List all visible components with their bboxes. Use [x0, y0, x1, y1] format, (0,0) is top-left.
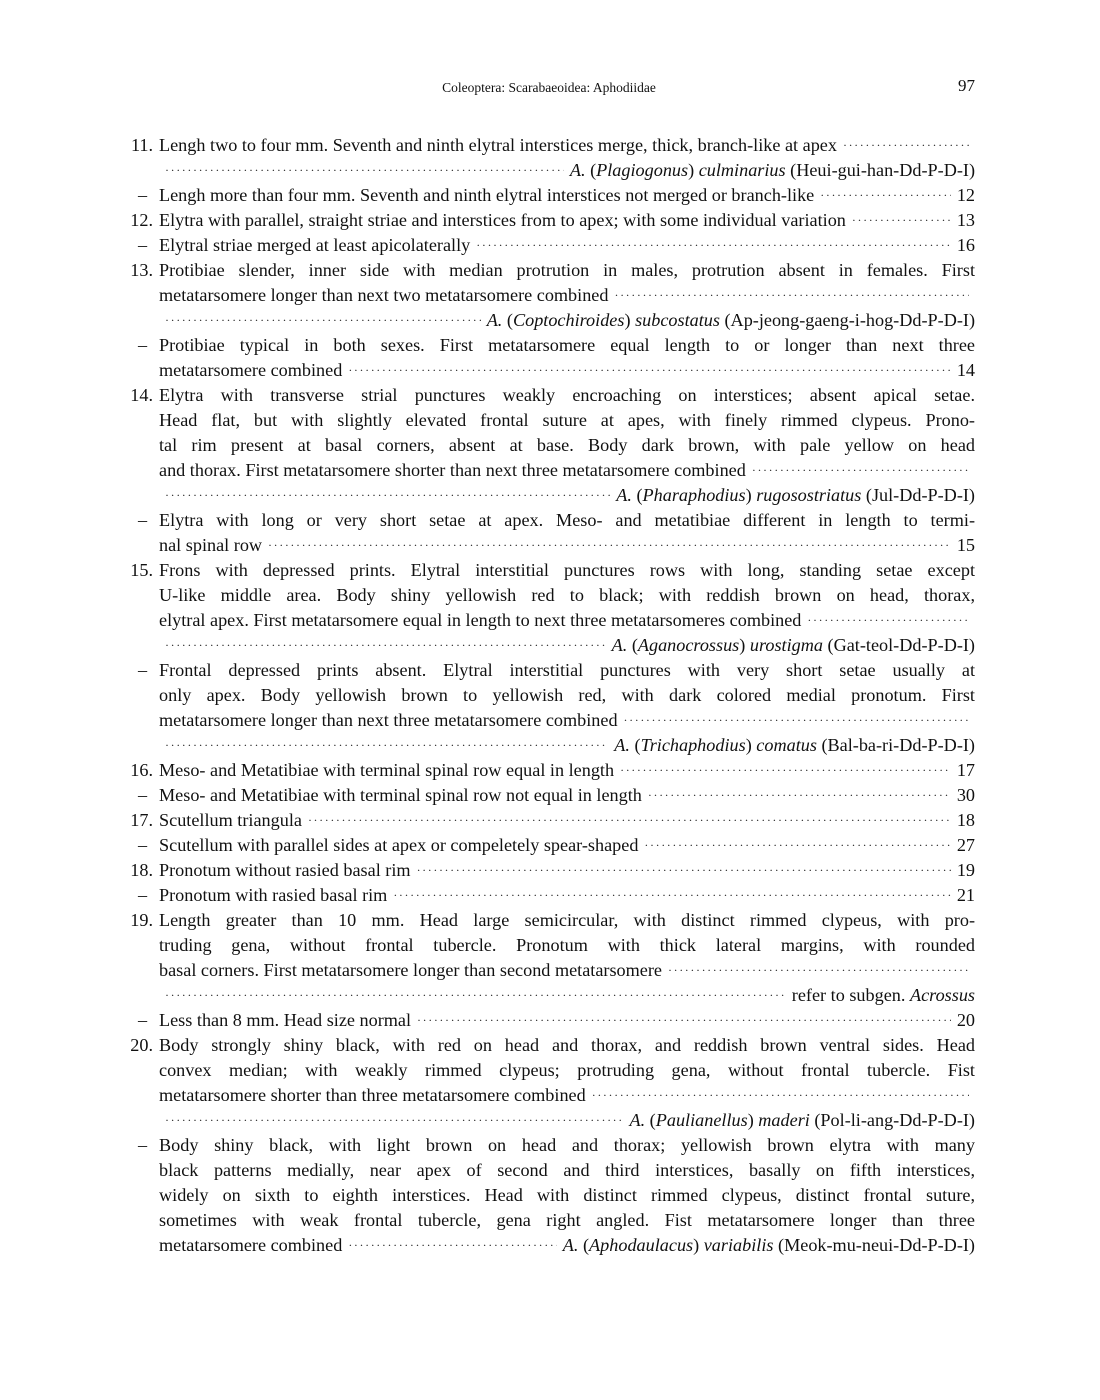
leader-row [159, 858, 975, 885]
leader-row [159, 1233, 975, 1260]
leader-row [159, 708, 975, 735]
dot-leader [165, 1108, 623, 1133]
couplet-text: Head flat, but with slightly elevated frontal suture at apes, with finely rimmed clypeus. Prono- [159, 410, 975, 430]
couplet-line [159, 433, 975, 458]
couplet-number: 15. [130, 560, 153, 580]
couplet-line [159, 133, 975, 160]
key-line [123, 583, 975, 608]
couplet-text: Elytra with long or very short setae at apex. Meso- and metatibiae different in length to termi- [159, 510, 975, 530]
key-line [123, 983, 975, 1008]
couplet-line [159, 908, 975, 933]
refer-text: refer to subgen. Acrossus [791, 985, 975, 1005]
couplet-text: metatarsomere combined [159, 360, 343, 380]
couplet-line [159, 233, 975, 260]
korean-name: (Pol-li-ang-Dd-P-D-I) [814, 1110, 975, 1130]
dot-leader [417, 858, 951, 883]
leader-row [159, 183, 975, 210]
key-line [123, 608, 975, 633]
subgenus: Pharaphodius [642, 485, 746, 505]
goto-number: 27 [956, 835, 975, 855]
korean-name: (Jul-Dd-P-D-I) [865, 485, 975, 505]
key-line [123, 858, 975, 883]
alternative-dash: – [137, 510, 148, 530]
couplet-number: 16. [130, 760, 153, 780]
couplet-text: Protibiae slender, inner side with median protrution in males, protrution absent in females. First [159, 260, 975, 280]
alternative-dash: – [137, 1010, 148, 1030]
species: urostigma [749, 635, 823, 655]
couplet-line [159, 1033, 975, 1058]
leader-row [159, 1083, 975, 1110]
key-line [123, 1033, 975, 1058]
couplet-text: Elytral striae merged at least apicolaterally [159, 235, 471, 255]
taxon-line [159, 1108, 975, 1135]
key-line [123, 958, 975, 983]
couplet-text: convex median; with weakly rimmed clypeus; protruding gena, without frontal tubercle. Fist [159, 1060, 975, 1080]
couplet-line [159, 833, 975, 860]
key-line [123, 1158, 975, 1183]
dot-leader [417, 1008, 951, 1033]
couplet-line [159, 583, 975, 608]
couplet-text: U-like middle area. Body shiny yellowish red to black; with reddish brown on head, thorax, [159, 585, 975, 605]
couplet-line [159, 533, 975, 560]
leader-row [159, 808, 975, 835]
leader-row [159, 883, 975, 910]
species: maderi [758, 1110, 810, 1130]
leader-row [159, 458, 975, 485]
couplet-line [159, 883, 975, 910]
species: comatus [756, 735, 817, 755]
key-line [123, 933, 975, 958]
couplet-number: 12. [130, 210, 153, 230]
key-line [123, 633, 975, 658]
leader-row [159, 308, 975, 335]
couplet-line [159, 758, 975, 785]
couplet-number: 18. [130, 860, 153, 880]
leader-row [159, 1008, 975, 1035]
key-line [123, 658, 975, 683]
couplet-line [159, 358, 975, 385]
subgenus: Coptochiroides [512, 310, 625, 330]
species: subcostatus [635, 310, 720, 330]
dot-leader [165, 983, 786, 1008]
goto-number: 18 [956, 810, 975, 830]
dot-leader [820, 183, 951, 208]
leader-row [159, 733, 975, 760]
couplet-line [159, 1133, 975, 1158]
couplet-text: Scutellum with parallel sides at apex or compeletely spear-shaped [159, 835, 639, 855]
subgenus: Trichaphodius [640, 735, 746, 755]
taxon-line [159, 308, 975, 335]
dot-leader [393, 883, 950, 908]
key-line [123, 1108, 975, 1133]
key-line [123, 183, 975, 208]
key-line [123, 408, 975, 433]
dot-leader [668, 958, 969, 983]
leader-row [159, 608, 975, 635]
couplet-text: only apex. Body yellowish brown to yellowish red, with dark colored medial pronotum. First [159, 685, 975, 705]
key-line [123, 133, 975, 158]
leader-row [159, 483, 975, 510]
couplet-text: Frons with depressed prints. Elytral interstitial punctures rows with long, standing setae except [159, 560, 975, 580]
genus: A. [611, 635, 628, 655]
couplet-line [159, 933, 975, 958]
leader-row [159, 208, 975, 235]
taxon-line [159, 633, 975, 660]
couplet-text: Scutellum triangula [159, 810, 302, 830]
dot-leader [843, 133, 969, 158]
page-header [123, 76, 975, 100]
key-line [123, 683, 975, 708]
alternative-dash: – [137, 1135, 148, 1155]
dot-leader [752, 458, 969, 483]
dot-leader [348, 358, 950, 383]
couplet-line [159, 858, 975, 885]
goto-number: 12 [956, 185, 975, 205]
dot-leader [308, 808, 951, 833]
couplet-text: black patterns medially, near apex of second and third interstices, basally on fifth interstices, [159, 1160, 975, 1180]
couplet-line [159, 458, 975, 485]
leader-row [159, 833, 975, 860]
key-line [123, 883, 975, 908]
key-line [123, 1058, 975, 1083]
couplet-text: nal spinal row [159, 535, 263, 555]
taxon-name: A. (Paulianellus) maderi (Pol-li-ang-Dd-P-D-I) [629, 1110, 975, 1130]
genus: A. [486, 310, 503, 330]
korean-name: (Ap-jeong-gaeng-i-hog-Dd-P-D-I) [724, 310, 975, 330]
couplet-line [159, 658, 975, 683]
genus: A. [616, 485, 632, 505]
dot-leader [268, 533, 951, 558]
key-line [123, 808, 975, 833]
dot-leader [624, 708, 969, 733]
key-line [123, 258, 975, 283]
goto-number: 14 [956, 360, 975, 380]
couplet-line [159, 1058, 975, 1083]
couplet-number: 17. [130, 810, 153, 830]
korean-name: (Heui-gui-han-Dd-P-D-I) [790, 160, 975, 180]
key-line [123, 383, 975, 408]
leader-row [159, 233, 975, 260]
key-line [123, 1233, 975, 1258]
alternative-dash: – [137, 235, 148, 255]
alternative-dash: – [137, 785, 148, 805]
subgenus: Plagiogonus [596, 160, 689, 180]
couplet-number: 11. [130, 135, 153, 155]
goto-number: 15 [956, 535, 975, 555]
couplet-line [159, 683, 975, 708]
couplet-text: metatarsomere longer than next two metatarsomere combined [159, 285, 609, 305]
subgenus: Aphodaulacus [589, 1235, 694, 1255]
leader-row [159, 983, 975, 1010]
key-line [123, 708, 975, 733]
genus: A. [562, 1235, 579, 1255]
alternative-dash: – [137, 835, 148, 855]
couplet-text: tal rim present at basal corners, absent at base. Body dark brown, with pale yellow on head [159, 435, 975, 455]
leader-row [159, 533, 975, 560]
couplet-line [159, 808, 975, 835]
dot-leader [476, 233, 951, 258]
couplet-line [159, 258, 975, 283]
key-line [123, 1083, 975, 1108]
couplet-text: Less than 8 mm. Head size normal [159, 1010, 412, 1030]
taxon-name: A. (Aganocrossus) urostigma (Gat-teol-Dd-P-D-I) [611, 635, 975, 655]
key-line [123, 358, 975, 383]
key-line [123, 483, 975, 508]
leader-row [159, 358, 975, 385]
couplet-text: Lengh two to four mm. Seventh and ninth elytral interstices merge, thick, branch-like at apex [159, 135, 837, 155]
couplet-line [159, 1158, 975, 1183]
key-line [123, 308, 975, 333]
key-line [123, 1008, 975, 1033]
key-line [123, 433, 975, 458]
couplet-text: Pronotum without rasied basal rim [159, 860, 411, 880]
key-line [123, 333, 975, 358]
couplet-text: Protibiae typical in both sexes. First metatarsomere equal length to or longer than next three [159, 335, 975, 355]
dot-leader [348, 1233, 556, 1258]
taxon-line [159, 733, 975, 760]
key-line [123, 758, 975, 783]
species: variabilis [703, 1235, 774, 1255]
couplet-line [159, 408, 975, 433]
taxon-name: A. (Trichaphodius) comatus (Bal-ba-ri-Dd-P-D-I) [614, 735, 975, 755]
subgenus-name: Acrossus [909, 985, 975, 1005]
taxon-name: A. (Aphodaulacus) variabilis (Meok-mu-neui-Dd-P-D-I) [562, 1235, 975, 1255]
key-line [123, 1183, 975, 1208]
couplet-text: sometimes with weak frontal tubercle, gena right angled. Fist metatarsomere longer than three [159, 1210, 975, 1230]
couplet-line [159, 183, 975, 210]
species: culminarius [698, 160, 786, 180]
taxon-name: A. (Pharaphodius) rugosostriatus (Jul-Dd-P-D-I) [616, 485, 975, 505]
couplet-text: Frontal depressed prints absent. Elytral interstitial punctures with very short setae usually at [159, 660, 975, 680]
key-line [123, 783, 975, 808]
couplet-text: Elytra with parallel, straight striae and interstices from to apex; with some individual variation [159, 210, 846, 230]
couplet-line [159, 1233, 975, 1260]
taxon-name: A. (Plagiogonus) culminarius (Heui-gui-han-Dd-P-D-I) [569, 160, 975, 180]
goto-number: 17 [956, 760, 975, 780]
couplet-line [159, 1208, 975, 1233]
key-line [123, 908, 975, 933]
couplet-text: Elytra with transverse strial punctures weakly encroaching on interstices; absent apical setae. [159, 385, 975, 405]
leader-row [159, 633, 975, 660]
taxon-line [159, 483, 975, 510]
couplet-text: metatarsomere longer than next three metatarsomere combined [159, 710, 618, 730]
alternative-dash: – [137, 185, 148, 205]
couplet-number: 20. [130, 1035, 153, 1055]
couplet-text: and thorax. First metatarsomere shorter than next three metatarsomere combined [159, 460, 746, 480]
leader-row [159, 133, 975, 160]
taxon-line [159, 158, 975, 185]
couplet-text: Pronotum with rasied basal rim [159, 885, 388, 905]
couplet-text: Lengh more than four mm. Seventh and ninth elytral interstices not merged or branch-like [159, 185, 815, 205]
dot-leader [165, 733, 608, 758]
taxon-name: A. (Coptochiroides) subcostatus (Ap-jeong-gaeng-i-hog-Dd-P-D-I) [486, 310, 975, 330]
dot-leader [648, 783, 951, 808]
key-line [123, 533, 975, 558]
subgenus: Aganocrossus [637, 635, 740, 655]
key-line [123, 1133, 975, 1158]
running-head: Coleoptera: Scarabaeoidea: Aphodiidae [442, 80, 656, 95]
couplet-line [159, 508, 975, 533]
dot-leader [165, 483, 610, 508]
couplet-line [159, 1083, 975, 1110]
korean-name: (Gat-teol-Dd-P-D-I) [827, 635, 975, 655]
subgenus: Paulianellus [655, 1110, 748, 1130]
couplet-line [159, 383, 975, 408]
couplet-number: 19. [130, 910, 153, 930]
couplet-line [159, 1183, 975, 1208]
key-line [123, 283, 975, 308]
couplet-number: 13. [130, 260, 153, 280]
couplet-line [159, 783, 975, 810]
goto-number: 30 [956, 785, 975, 805]
couplet-line [159, 608, 975, 635]
leader-row [159, 958, 975, 985]
couplet-text: Body shiny black, with light brown on head and thorax; yellowish brown elytra with many [159, 1135, 975, 1155]
key-line [123, 208, 975, 233]
leader-row [159, 783, 975, 810]
key-line [123, 458, 975, 483]
leader-row [159, 758, 975, 785]
key-line [123, 1208, 975, 1233]
couplet-text: metatarsomere shorter than three metatarsomere combined [159, 1085, 586, 1105]
key-line [123, 508, 975, 533]
goto-number: 21 [956, 885, 975, 905]
dot-leader [852, 208, 951, 233]
genus: A. [614, 735, 630, 755]
species: rugosostriatus [756, 485, 862, 505]
dot-leader [165, 308, 481, 333]
refer-line [159, 983, 975, 1010]
alternative-dash: – [137, 335, 148, 355]
dot-leader [644, 833, 950, 858]
couplet-text: Body strongly shiny black, with red on head and thorax, and reddish brown ventral sides. Head [159, 1035, 975, 1055]
dot-leader [614, 283, 969, 308]
dot-leader [620, 758, 951, 783]
couplet-text: basal corners. First metatarsomere longer than second metatarsomere [159, 960, 662, 980]
leader-row [159, 283, 975, 310]
couplet-text: widely on sixth to eighth interstices. Head with distinct rimmed clypeus, distinct frontal suture, [159, 1185, 975, 1205]
goto-number: 13 [956, 210, 975, 230]
leader-row [159, 158, 975, 185]
key-line [123, 558, 975, 583]
couplet-line [159, 958, 975, 985]
couplet-text: Meso- and Metatibiae with terminal spinal row equal in length [159, 760, 615, 780]
dot-leader [165, 158, 564, 183]
couplet-text: Length greater than 10 mm. Head large semicircular, with distinct rimmed clypeus, with pro- [159, 910, 975, 930]
couplet-line [159, 208, 975, 235]
key-line [123, 233, 975, 258]
couplet-line [159, 1008, 975, 1035]
dot-leader [592, 1083, 969, 1108]
key-line [123, 158, 975, 183]
couplet-number: 14. [130, 385, 153, 405]
couplet-text: metatarsomere combined [159, 1235, 343, 1255]
goto-number: 20 [956, 1010, 975, 1030]
korean-name: (Bal-ba-ri-Dd-P-D-I) [821, 735, 975, 755]
couplet-text: truding gena, without frontal tubercle. Pronotum with thick lateral margins, with rounded [159, 935, 975, 955]
key-line [123, 833, 975, 858]
couplet-line [159, 333, 975, 358]
page-number: 97 [958, 76, 975, 95]
couplet-text: Meso- and Metatibiae with terminal spinal row not equal in length [159, 785, 642, 805]
alternative-dash: – [137, 885, 148, 905]
alternative-dash: – [137, 660, 148, 680]
couplet-line [159, 558, 975, 583]
couplet-line [159, 708, 975, 735]
dot-leader [807, 608, 969, 633]
genus: A. [569, 160, 586, 180]
genus: A. [629, 1110, 646, 1130]
identification-key [123, 133, 975, 1258]
key-line [123, 733, 975, 758]
couplet-line [159, 283, 975, 310]
goto-number: 19 [956, 860, 975, 880]
goto-number: 16 [956, 235, 975, 255]
korean-name: (Meok-mu-neui-Dd-P-D-I) [778, 1235, 975, 1255]
dot-leader [165, 633, 606, 658]
leader-row [159, 1108, 975, 1135]
couplet-text: elytral apex. First metatarsomere equal in length to next three metatarsomeres combined [159, 610, 802, 630]
